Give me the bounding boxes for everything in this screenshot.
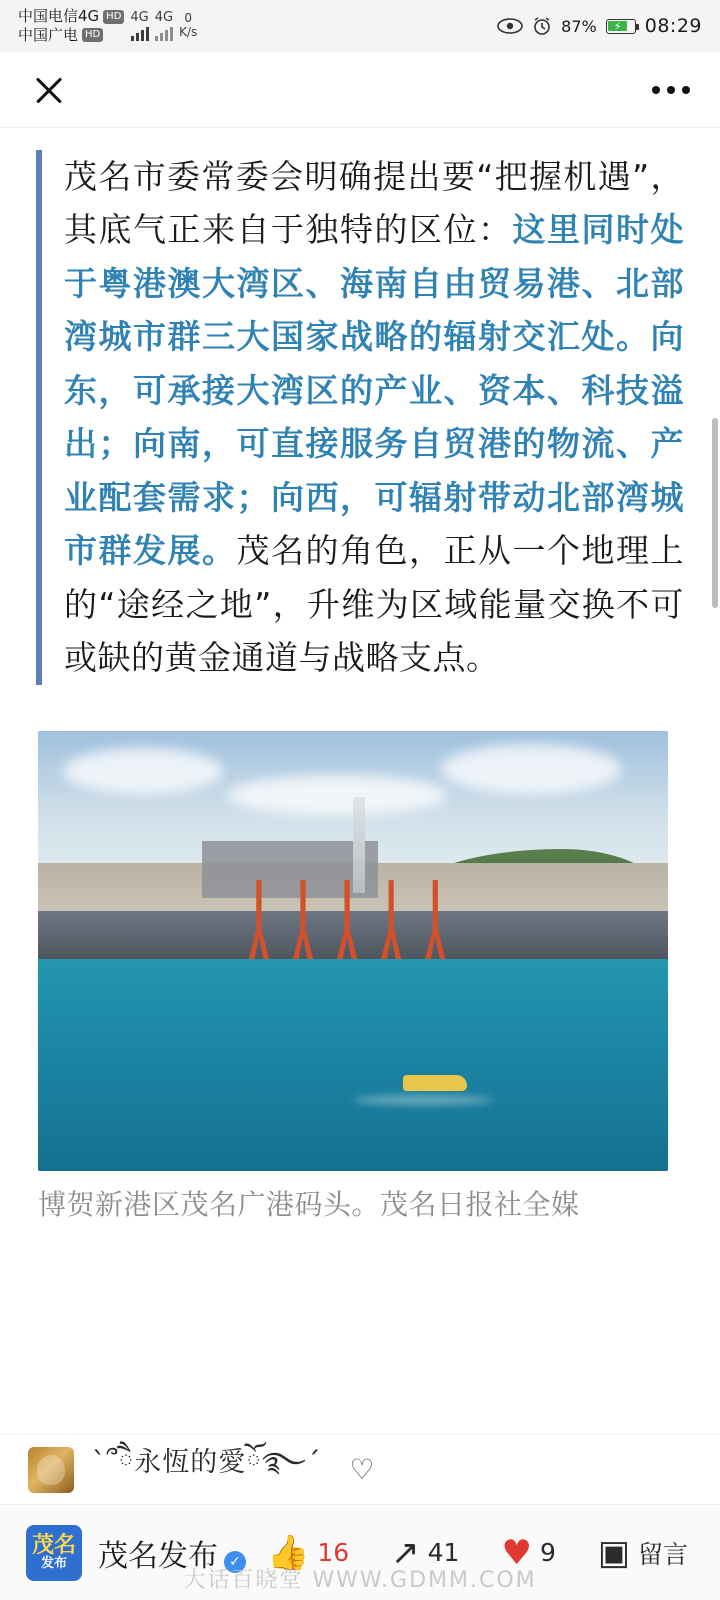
- signal-block-secondary: [155, 11, 173, 41]
- account-logo-bottom: 发布: [40, 1556, 67, 1572]
- account-info[interactable]: [26, 1525, 267, 1581]
- clock-label: 08:29: [644, 15, 702, 37]
- port-photo: [38, 731, 668, 1171]
- alarm-icon: [532, 16, 552, 36]
- account-logo-top: 茂名: [31, 1533, 76, 1559]
- verified-badge-icon: ✓: [224, 1551, 246, 1573]
- network-speed: [179, 12, 197, 40]
- bottom-section: [0, 1434, 720, 1600]
- heart-icon: ♥: [501, 1532, 532, 1573]
- network-speed-unit: K/s: [179, 25, 198, 39]
- watermark: 大话百晓堂 WWW.GDMM.COM: [183, 1568, 537, 1593]
- account-name-label: 茂名发布: [98, 1538, 218, 1574]
- avatar[interactable]: [28, 1447, 74, 1493]
- status-bar-right: [497, 0, 702, 52]
- hd-badge-secondary: HD: [82, 28, 103, 42]
- favorite-button[interactable]: [501, 1532, 556, 1573]
- thumbs-up-icon: 👍: [267, 1532, 310, 1573]
- network-type-label-2: 4G: [154, 9, 174, 25]
- more-options-icon[interactable]: [652, 86, 690, 94]
- share-arrow-icon: ↗: [391, 1532, 420, 1573]
- carrier-secondary-label: 中国广电: [18, 26, 79, 44]
- paragraph-text-tail: 茂名的角色，正从一个地理上的“途经之地”，升维为区域能量交换不可或缺的黄金通道与战略支点。: [64, 531, 684, 678]
- signal-block-primary: [130, 11, 148, 41]
- action-bar: [0, 1504, 720, 1600]
- network-speed-value: 0: [184, 11, 193, 26]
- heart-outline-icon[interactable]: ♡: [349, 1453, 375, 1486]
- carrier-primary-label: 中国电信4G: [18, 7, 100, 26]
- action-buttons: [267, 1532, 694, 1573]
- hd-badge-primary: HD: [103, 10, 124, 24]
- eye-icon: [497, 18, 523, 34]
- account-logo[interactable]: [26, 1525, 82, 1581]
- like-button[interactable]: [267, 1532, 350, 1573]
- favorite-count: 9: [539, 1538, 556, 1567]
- account-name: [98, 1531, 246, 1575]
- status-bar: [0, 0, 720, 52]
- comment-nickname: ˋ՞ཻ永恆的愛ོ࿐ˊ: [92, 1446, 322, 1478]
- network-type-label: 4G: [130, 9, 149, 25]
- article-figure: [38, 731, 682, 1223]
- image-caption: 博贺新港区茂名广港码头。茂名日报社全媒: [38, 1187, 580, 1221]
- top-navigation-bar: [0, 52, 720, 128]
- paragraph-text-lead: 茂名市委常委会明确提出要“把握机遇”，其底气正来自于独特的区位：: [64, 157, 684, 250]
- share-button[interactable]: [391, 1532, 460, 1573]
- article-paragraph: [64, 150, 684, 685]
- battery-percent-label: 87%: [561, 16, 597, 36]
- comment-label: 留言: [637, 1539, 688, 1569]
- share-count: 41: [427, 1538, 460, 1567]
- signal-bars-icon: [131, 25, 149, 41]
- comment-button[interactable]: [597, 1532, 688, 1573]
- close-icon[interactable]: [30, 71, 68, 109]
- article-content: [0, 128, 720, 1600]
- comment-plus-icon: ▣: [597, 1532, 630, 1573]
- carrier-info: [18, 7, 124, 45]
- vertical-scrollbar[interactable]: [712, 418, 718, 608]
- battery-icon: ⚡: [606, 19, 636, 34]
- like-count: 16: [317, 1538, 350, 1567]
- paragraph-text-highlight: 这里同时处于粤港澳大湾区、海南自由贸易港、北部湾城市群三大国家战略的辐射交汇处。向东，可承接大湾区的产业、资本、科技溢出；向南，可直接服务自贸港的物流、产业配套需求；向西，可辐射带动北部湾城市群发展。: [64, 210, 684, 571]
- quote-block: [36, 150, 684, 685]
- comment-row[interactable]: [0, 1434, 720, 1504]
- signal-bars-icon-2: [155, 25, 173, 41]
- status-bar-left: [18, 7, 197, 45]
